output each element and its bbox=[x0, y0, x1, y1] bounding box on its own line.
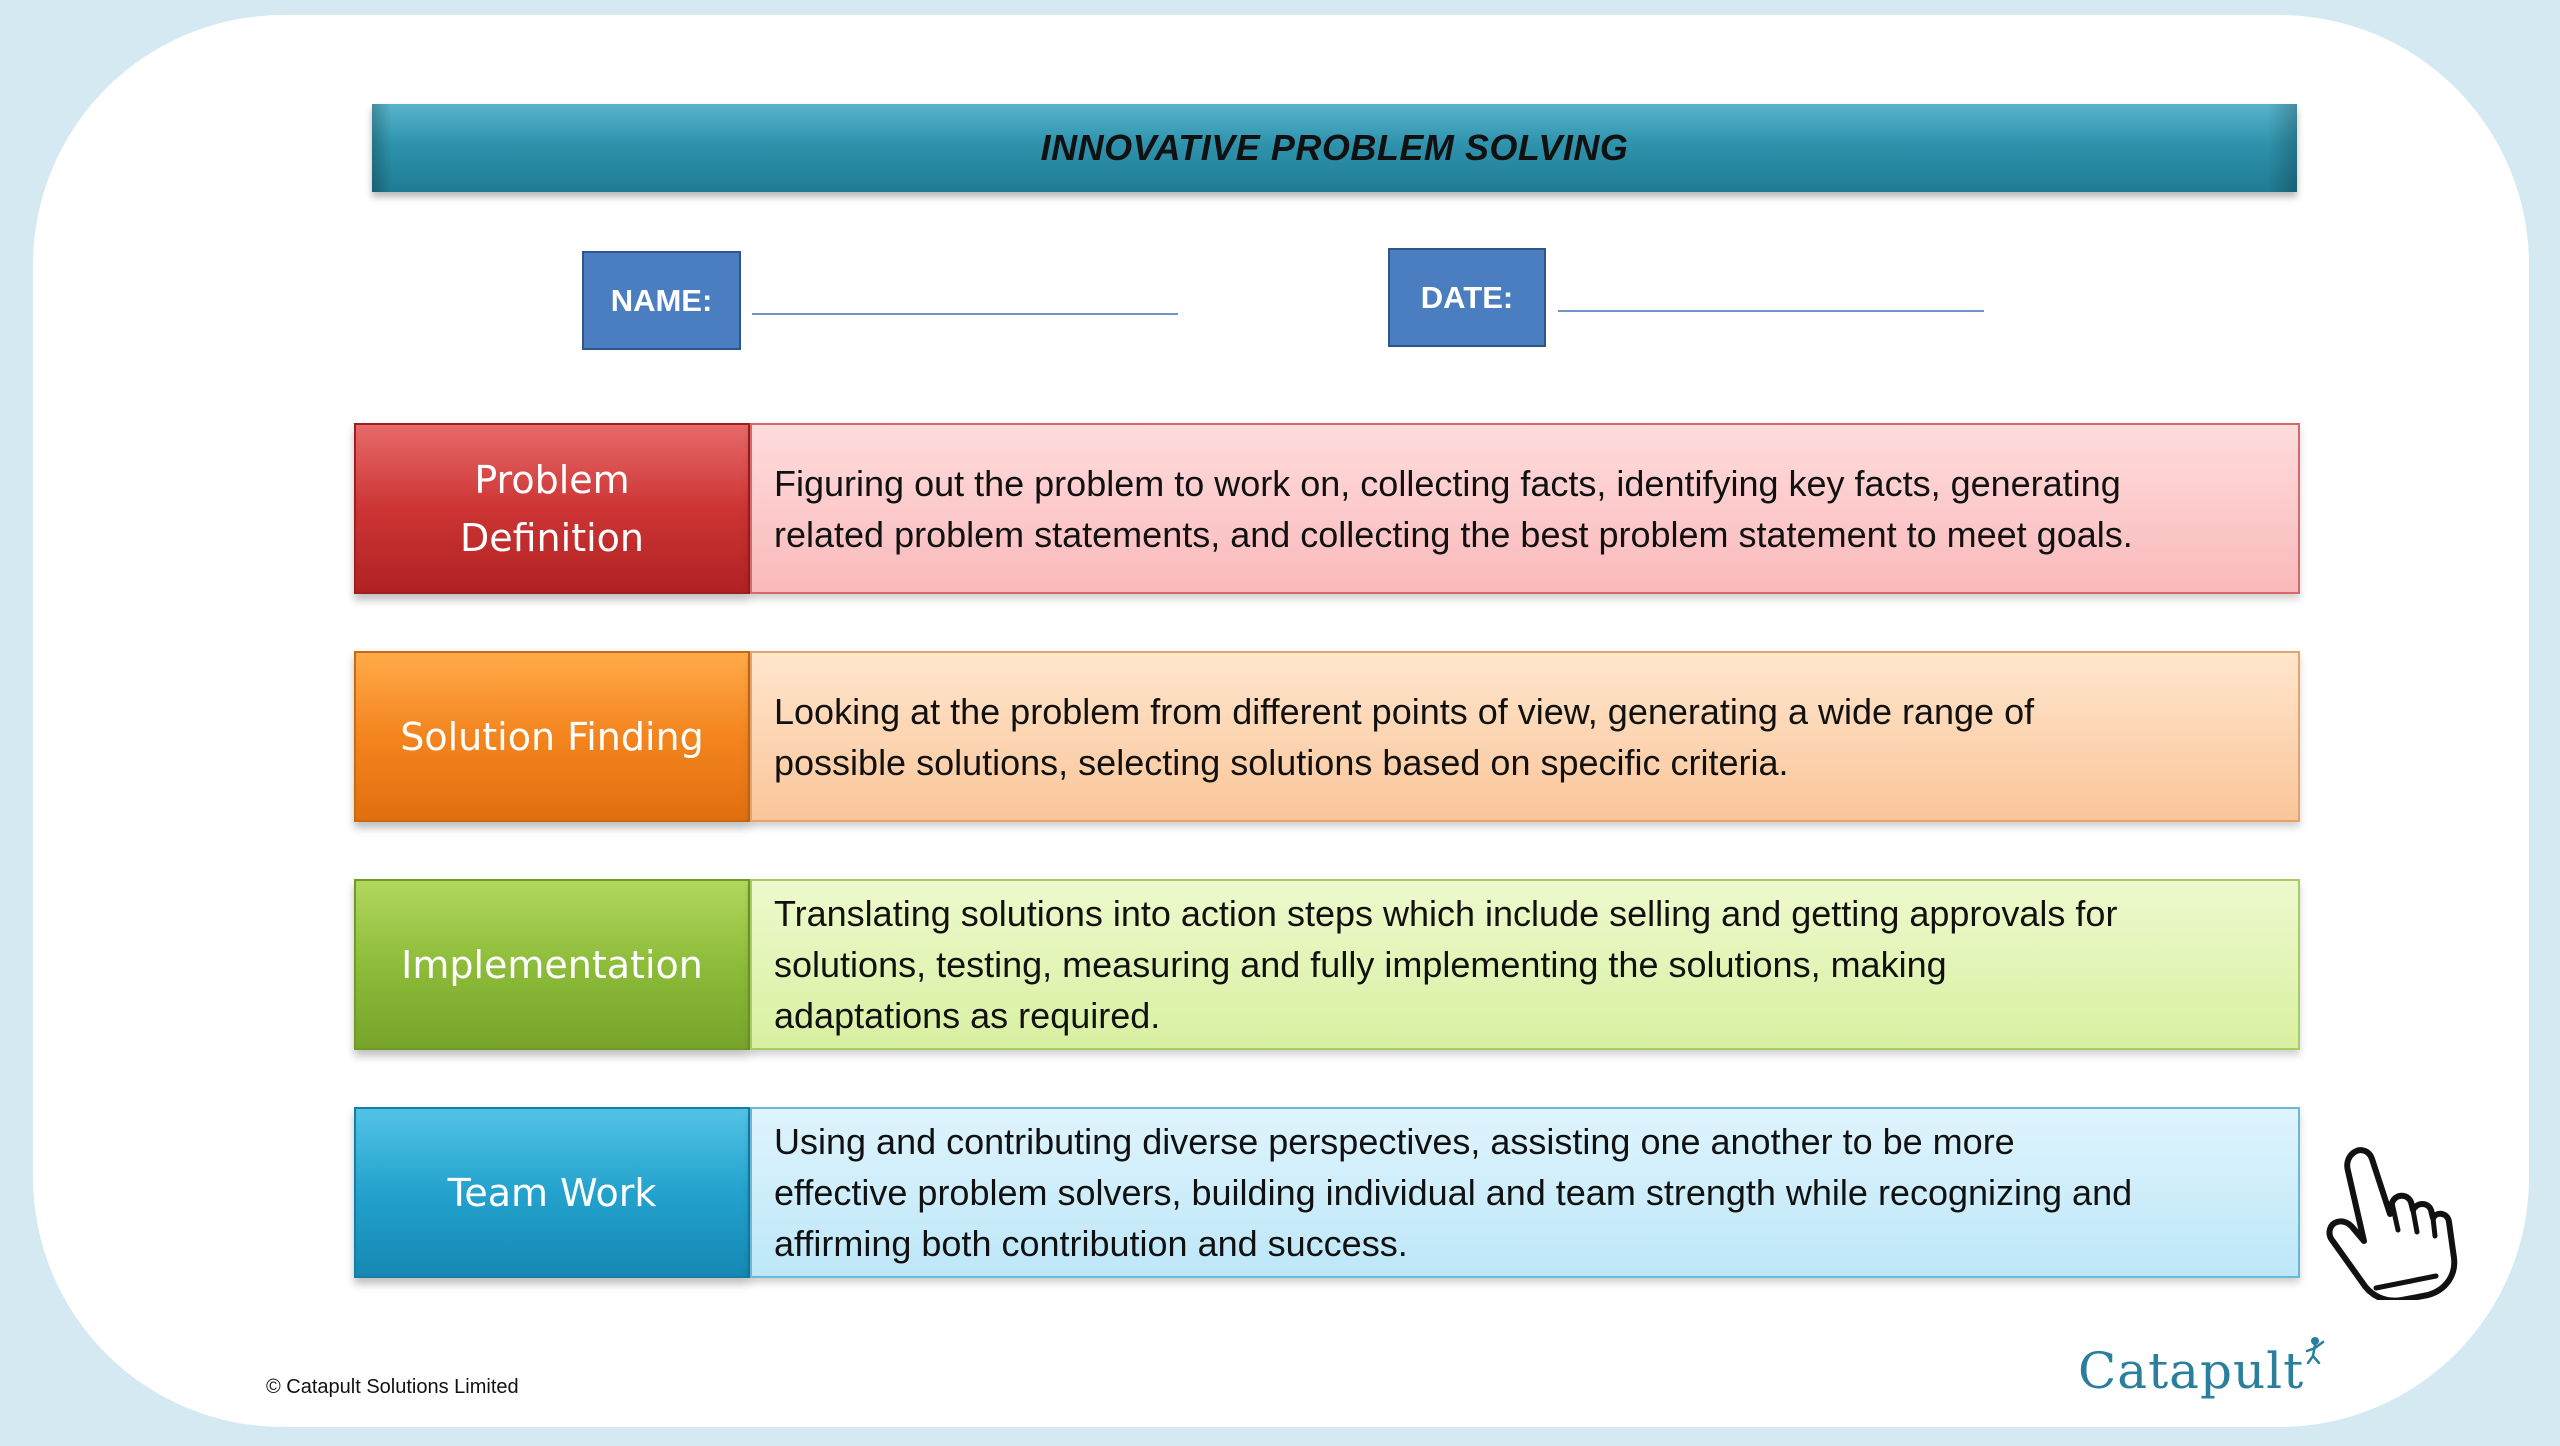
stage-label-team-work bbox=[354, 1107, 750, 1278]
stage-label-line: Problem bbox=[474, 457, 630, 502]
catapult-logo bbox=[2078, 1336, 2338, 1406]
stage-description-team-work bbox=[750, 1107, 2300, 1278]
stage-description-problem-definition bbox=[750, 423, 2300, 594]
stage-row-solution-finding bbox=[354, 651, 2300, 822]
page-title: INNOVATIVE PROBLEM SOLVING bbox=[1040, 127, 1629, 168]
logo-text: Catapult bbox=[2078, 1342, 2305, 1400]
stage-description-implementation bbox=[750, 879, 2300, 1050]
stage-description-solution-finding bbox=[750, 651, 2300, 822]
stage-label-implementation bbox=[354, 879, 750, 1050]
date-label bbox=[1388, 248, 1546, 347]
name-label bbox=[582, 251, 741, 350]
stage-label-line: Definition bbox=[459, 515, 644, 560]
stage-row-team-work bbox=[354, 1107, 2300, 1278]
name-input-line[interactable] bbox=[752, 313, 1178, 315]
description-line: Translating solutions into action steps which include selling and getting approvals for bbox=[774, 893, 2118, 934]
stage-label-problem-definition bbox=[354, 423, 750, 594]
stage-label-text: Solution Finding bbox=[400, 714, 704, 759]
copyright-text: © Catapult Solutions Limited bbox=[266, 1376, 519, 1398]
description-line: adaptations as required. bbox=[774, 995, 1161, 1036]
stage-label-text: Team Work bbox=[447, 1170, 657, 1215]
stage-row-problem-definition bbox=[354, 423, 2300, 594]
catapult-figure-icon bbox=[2300, 1336, 2330, 1364]
date-label-text: DATE: bbox=[1420, 279, 1514, 315]
title-banner bbox=[372, 104, 2297, 192]
description-line: solutions, testing, measuring and fully implementing the solutions, making bbox=[774, 944, 1947, 985]
name-label-text: NAME: bbox=[610, 282, 713, 318]
stage-label-solution-finding bbox=[354, 651, 750, 822]
description-line: possible solutions, selecting solutions based on specific criteria. bbox=[774, 741, 1789, 783]
stage-row-implementation bbox=[354, 879, 2300, 1050]
hand-pointer-icon bbox=[2318, 1140, 2458, 1300]
description-line: Using and contributing diverse perspectives, assisting one another to be more bbox=[774, 1121, 2015, 1162]
description-line: effective problem solvers, building individual and team strength while recognizing and bbox=[774, 1172, 2133, 1213]
description-line: related problem statements, and collecting the best problem statement to meet goals. bbox=[774, 513, 2133, 555]
stage-label-text: Implementation bbox=[401, 942, 703, 987]
description-line: affirming both contribution and success. bbox=[774, 1223, 1408, 1264]
date-input-line[interactable] bbox=[1558, 310, 1984, 312]
description-line: Figuring out the problem to work on, collecting facts, identifying key facts, generating bbox=[774, 462, 2121, 504]
description-line: Looking at the problem from different points of view, generating a wide range of bbox=[774, 690, 2035, 732]
